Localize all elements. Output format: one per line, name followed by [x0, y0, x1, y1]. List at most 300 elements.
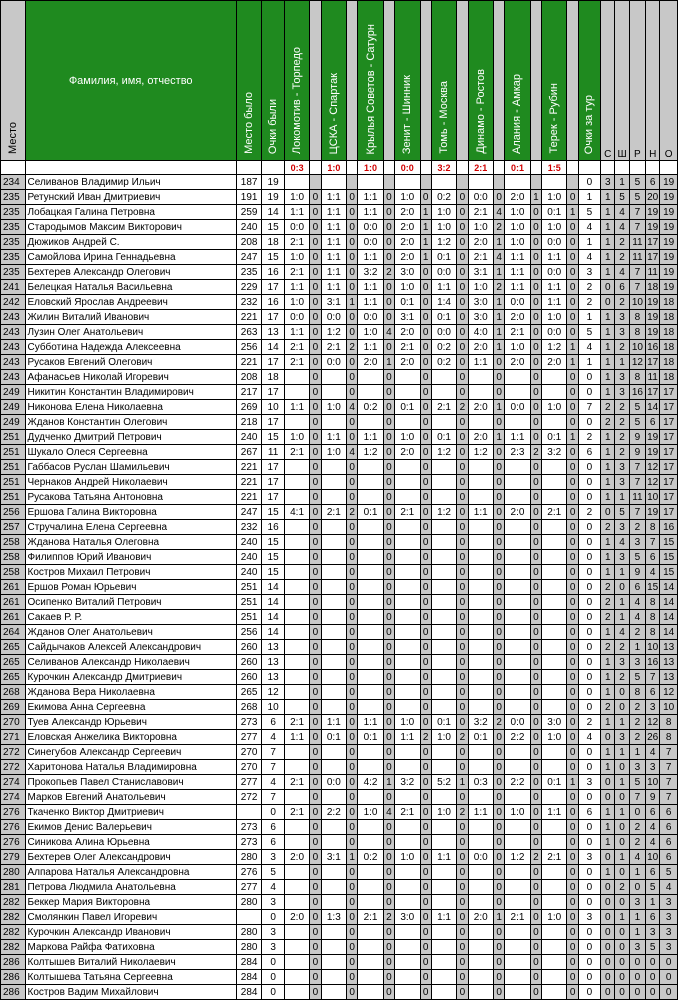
place-cell: 251 [1, 490, 26, 505]
prediction-cell: 1:1 [358, 715, 384, 730]
prediction-points-cell: 0 [383, 445, 394, 460]
prediction-cell [505, 790, 531, 805]
prediction-points-cell: 4 [347, 400, 358, 415]
prediction-cell: 1:1 [358, 205, 384, 220]
place-cell: 234 [1, 175, 26, 190]
name-cell: Белецкая Наталья Васильевна [25, 280, 236, 295]
stat-cell: 1 [601, 205, 615, 220]
stat-cell: 7 [629, 790, 645, 805]
table-row [1, 595, 678, 610]
prediction-points-cell: 0 [420, 595, 431, 610]
prev-points-cell: 0 [262, 910, 284, 925]
prev-place-cell: 247 [236, 250, 262, 265]
prediction-points-cell: 1 [494, 910, 505, 925]
place-cell: 258 [1, 565, 26, 580]
tour-points-cell: 0 [578, 940, 600, 955]
table-row [1, 865, 678, 880]
stat-cell: 8 [660, 730, 678, 745]
prediction-cell [468, 475, 494, 490]
prediction-points-cell: 0 [420, 700, 431, 715]
name-cell: Жданова Вера Николаевна [25, 685, 236, 700]
name-cell: Маркова Райфа Фатиховна [25, 940, 236, 955]
name-cell: Сакаев Р. Р. [25, 610, 236, 625]
prediction-cell [468, 385, 494, 400]
prediction-cell [431, 835, 457, 850]
prediction-cell [505, 865, 531, 880]
prediction-cell [358, 640, 384, 655]
prediction-points-cell: 0 [457, 505, 468, 520]
prediction-points-cell: 0 [567, 715, 578, 730]
stat-cell: 1 [601, 550, 615, 565]
stat-cell: 2 [615, 670, 629, 685]
stat-cell: 4 [615, 205, 629, 220]
tour-points-cell: 3 [578, 265, 600, 280]
prediction-points-cell: 0 [310, 595, 321, 610]
stat-cell: 2 [601, 640, 615, 655]
participant-rows [1, 175, 678, 1000]
prediction-points-cell: 0 [530, 595, 541, 610]
prev-points-cell: 5 [262, 865, 284, 880]
prediction-points-cell: 0 [530, 880, 541, 895]
prediction-points-cell: 0 [530, 640, 541, 655]
results-flag-5 [457, 161, 468, 175]
prediction-points-cell: 0 [457, 985, 468, 1000]
stat-cell: 12 [647, 461, 659, 473]
place-cell: 270 [1, 715, 26, 730]
header-stat-sh: Ш [615, 1, 629, 161]
prediction-cell: 2:1 [284, 445, 310, 460]
prediction-points-cell: 0 [457, 865, 468, 880]
stat-cell: 2 [615, 235, 629, 250]
prediction-cell [431, 565, 457, 580]
prediction-cell [541, 940, 567, 955]
prediction-cell: 2:0 [395, 355, 421, 370]
prev-place-cell: 251 [236, 595, 262, 610]
prev-points-cell: 14 [262, 625, 284, 640]
prediction-points-cell: 0 [310, 895, 321, 910]
prediction-points-cell: 0 [530, 400, 541, 415]
prev-points-cell: 0 [262, 970, 284, 985]
prediction-cell [541, 490, 567, 505]
prev-points-cell: 14 [262, 580, 284, 595]
prediction-points-cell: 1 [420, 220, 431, 235]
prediction-points-cell: 0 [383, 865, 394, 880]
name-cell: Никонова Елена Николаевна [25, 400, 236, 415]
prediction-points-cell: 1 [457, 775, 468, 790]
prediction-cell [505, 880, 531, 895]
stat-cell: 2 [629, 820, 645, 835]
stat-cell: 1 [601, 760, 615, 775]
prediction-points-cell: 0 [383, 400, 394, 415]
prediction-cell [284, 955, 310, 970]
prediction-cell: 0:0 [321, 310, 347, 325]
prediction-cell [431, 595, 457, 610]
prediction-cell [505, 670, 531, 685]
prediction-points-cell: 0 [494, 895, 505, 910]
match-result-4: 0:0 [395, 161, 421, 175]
prediction-cell [505, 580, 531, 595]
prediction-points-cell: 0 [420, 460, 431, 475]
prediction-points-cell: 4 [383, 325, 394, 340]
results-flag-4 [420, 161, 431, 175]
name-cell: Селиванов Владимир Ильич [25, 175, 236, 190]
place-cell: 281 [1, 880, 26, 895]
prediction-cell [284, 970, 310, 985]
prediction-points-cell: 0 [530, 790, 541, 805]
prev-points-cell: 17 [262, 355, 284, 370]
table-row [1, 490, 678, 505]
prev-points-cell: 11 [262, 445, 284, 460]
table-row [1, 640, 678, 655]
prev-points-cell: 0 [262, 985, 284, 1000]
prediction-points-cell: 0 [494, 685, 505, 700]
prev-points-cell: 10 [262, 400, 284, 415]
prediction-points-cell: 0 [567, 790, 578, 805]
prediction-cell [321, 700, 347, 715]
prediction-points-cell: 0 [457, 910, 468, 925]
prediction-points-cell: 0 [310, 655, 321, 670]
prediction-points-cell: 0 [347, 430, 358, 445]
prediction-points-cell: 0 [457, 670, 468, 685]
prediction-points-cell: 0 [347, 220, 358, 235]
stat-cell: 18 [647, 281, 659, 293]
prediction-points-cell: 0 [347, 370, 358, 385]
table-row [1, 895, 678, 910]
prediction-cell: 1:0 [431, 220, 457, 235]
stat-cell: 0 [615, 955, 629, 970]
stat-cell: 4 [646, 835, 660, 850]
prediction-points-cell: 0 [383, 460, 394, 475]
prev-place-cell: 208 [236, 235, 262, 250]
stat-cell: 18 [660, 325, 678, 340]
place-cell: 282 [1, 895, 26, 910]
tour-points-cell: 1 [578, 310, 600, 325]
prev-points-cell: 13 [262, 670, 284, 685]
prediction-points-cell: 1 [494, 340, 505, 355]
prediction-cell [541, 745, 567, 760]
prediction-points-cell: 0 [310, 685, 321, 700]
prediction-cell [284, 610, 310, 625]
stat-cell: 5 [615, 505, 629, 520]
prediction-cell: 0:0 [321, 775, 347, 790]
prediction-cell: 1:0 [395, 430, 421, 445]
prev-points-cell: 3 [262, 925, 284, 940]
prediction-points-cell: 0 [530, 475, 541, 490]
prediction-points-cell: 0 [310, 745, 321, 760]
prediction-cell [431, 880, 457, 895]
prediction-cell: 1:1 [358, 190, 384, 205]
prediction-cell [468, 415, 494, 430]
results-place [1, 161, 26, 175]
prev-place-cell: 269 [236, 400, 262, 415]
prediction-points-cell: 0 [494, 490, 505, 505]
prev-place-cell: 251 [236, 580, 262, 595]
prediction-points-cell: 2 [383, 910, 394, 925]
prediction-points-cell: 0 [567, 265, 578, 280]
prev-place-cell: 270 [236, 760, 262, 775]
prediction-points-cell: 0 [420, 985, 431, 1000]
stat-cell: 6 [646, 550, 660, 565]
prediction-cell [468, 535, 494, 550]
prediction-points-cell: 0 [310, 760, 321, 775]
prediction-points-cell: 0 [383, 580, 394, 595]
stat-cell: 1 [601, 490, 615, 505]
prev-points-cell: 19 [262, 175, 284, 190]
prediction-points-cell: 2 [347, 340, 358, 355]
header-stat-n: Н [646, 1, 660, 161]
match-result-3: 1:0 [358, 161, 384, 175]
prediction-cell: 2:1 [541, 850, 567, 865]
prediction-cell [395, 415, 421, 430]
prediction-cell [468, 670, 494, 685]
prediction-cell: 1:4 [431, 295, 457, 310]
prediction-cell [541, 970, 567, 985]
prediction-cell: 1:1 [541, 280, 567, 295]
prediction-points-cell: 0 [347, 970, 358, 985]
stat-cell: 7 [629, 220, 645, 235]
name-cell: Прокопьев Павел Станиславович [25, 775, 236, 790]
prev-place-cell: 260 [236, 670, 262, 685]
name-cell: Харитонова Наталья Владимировна [25, 760, 236, 775]
prev-place-cell: 240 [236, 550, 262, 565]
place-cell: 276 [1, 805, 26, 820]
table-row [1, 430, 678, 445]
prediction-cell [321, 370, 347, 385]
stat-cell: 3 [629, 895, 645, 910]
table-row [1, 370, 678, 385]
name-cell: Жилин Виталий Иванович [25, 310, 236, 325]
prediction-points-cell: 0 [494, 550, 505, 565]
prediction-points-cell: 0 [567, 955, 578, 970]
prediction-points-cell: 0 [347, 685, 358, 700]
prediction-points-cell: 0 [347, 715, 358, 730]
stat-cell: 19 [647, 296, 659, 308]
prev-points-cell: 17 [262, 385, 284, 400]
prediction-cell [284, 385, 310, 400]
prediction-cell [284, 670, 310, 685]
prediction-points-cell: 1 [420, 205, 431, 220]
prev-place-cell [236, 805, 262, 820]
stat-cell: 17 [647, 356, 659, 368]
name-cell: Синикова Алина Юрьевна [25, 835, 236, 850]
prediction-points-cell: 0 [383, 760, 394, 775]
tour-points-cell: 4 [578, 340, 600, 355]
prediction-cell: 1:1 [431, 850, 457, 865]
tour-points-cell: 0 [578, 985, 600, 1000]
prediction-points-cell: 0 [530, 250, 541, 265]
prediction-points-cell: 0 [494, 940, 505, 955]
prediction-cell: 1:1 [358, 430, 384, 445]
prediction-cell [541, 520, 567, 535]
prev-points-cell: 6 [262, 820, 284, 835]
prediction-points-cell: 0 [457, 430, 468, 445]
name-cell: Костров Михаил Петрович [25, 565, 236, 580]
stat-cell: 4 [615, 265, 629, 280]
prev-points-cell: 4 [262, 730, 284, 745]
stat-cell: 0 [601, 505, 615, 520]
stat-cell: 2 [601, 700, 615, 715]
prediction-cell [505, 700, 531, 715]
place-cell: 251 [1, 430, 26, 445]
prediction-points-cell: 0 [347, 520, 358, 535]
stat-cell: 7 [629, 505, 645, 520]
stat-cell: 1 [615, 610, 629, 625]
stat-cell: 7 [660, 775, 678, 790]
table-row [1, 550, 678, 565]
prediction-cell [431, 370, 457, 385]
prediction-cell [541, 895, 567, 910]
prediction-cell: 0:1 [468, 730, 494, 745]
prediction-points-cell: 0 [347, 865, 358, 880]
prediction-points-cell: 0 [420, 415, 431, 430]
stat-cell: 0 [615, 865, 629, 880]
place-cell: 251 [1, 445, 26, 460]
name-cell: Дудченко Дмитрий Петрович [25, 430, 236, 445]
prediction-cell [321, 835, 347, 850]
prediction-points-cell: 0 [383, 790, 394, 805]
place-cell: 274 [1, 775, 26, 790]
prediction-cell [395, 820, 421, 835]
prev-points-cell: 7 [262, 745, 284, 760]
stat-cell: 8 [629, 370, 645, 385]
stat-cell: 1 [601, 220, 615, 235]
place-cell: 235 [1, 190, 26, 205]
stat-cell: 0 [601, 895, 615, 910]
stat-cell: 18 [660, 355, 678, 370]
prediction-cell: 0:1 [358, 730, 384, 745]
prediction-points-cell: 2 [457, 400, 468, 415]
prediction-cell [468, 610, 494, 625]
prediction-points-cell: 0 [310, 730, 321, 745]
prediction-points-cell: 0 [530, 310, 541, 325]
prediction-cell [321, 895, 347, 910]
prediction-points-cell: 0 [457, 970, 468, 985]
prediction-cell [358, 490, 384, 505]
prediction-points-cell: 0 [383, 970, 394, 985]
prediction-cell [468, 595, 494, 610]
match-result-7: 0:1 [505, 161, 531, 175]
prediction-points-cell: 0 [347, 235, 358, 250]
table-row [1, 940, 678, 955]
prediction-cell [321, 880, 347, 895]
prediction-points-cell: 1 [494, 235, 505, 250]
prediction-points-cell: 0 [420, 880, 431, 895]
stat-cell: 4 [660, 880, 678, 895]
tour-points-cell: 0 [578, 655, 600, 670]
prediction-cell [321, 955, 347, 970]
header-match-4: Зенит - Шинник [395, 1, 421, 161]
prediction-points-cell: 0 [420, 550, 431, 565]
prediction-cell [358, 655, 384, 670]
tour-points-cell: 0 [578, 970, 600, 985]
table-row [1, 625, 678, 640]
prediction-cell: 1:0 [431, 730, 457, 745]
prediction-cell [541, 595, 567, 610]
prediction-cell [321, 745, 347, 760]
prev-points-cell: 13 [262, 640, 284, 655]
prediction-cell: 0:1 [395, 400, 421, 415]
prediction-points-cell: 1 [383, 355, 394, 370]
stat-cell: 0 [601, 280, 615, 295]
prev-points-cell: 19 [262, 190, 284, 205]
prediction-points-cell: 0 [567, 685, 578, 700]
prediction-cell [284, 685, 310, 700]
prediction-cell: 0:0 [541, 235, 567, 250]
prediction-points-cell: 0 [457, 790, 468, 805]
table-row [1, 400, 678, 415]
prediction-points-cell: 0 [347, 580, 358, 595]
name-cell: Екимов Денис Валерьевич [25, 820, 236, 835]
prediction-cell [468, 685, 494, 700]
name-cell: Селиванов Александр Николаевич [25, 655, 236, 670]
prediction-points-cell: 0 [530, 535, 541, 550]
prediction-points-cell: 0 [310, 550, 321, 565]
prediction-cell [321, 940, 347, 955]
prediction-cell [358, 760, 384, 775]
prediction-points-cell: 0 [567, 835, 578, 850]
name-cell: Ткаченко Виктор Дмитриевич [25, 805, 236, 820]
prediction-points-cell: 0 [420, 280, 431, 295]
place-cell: 251 [1, 460, 26, 475]
prediction-points-cell: 0 [567, 385, 578, 400]
stat-cell: 3 [660, 925, 678, 940]
stat-cell: 3 [629, 940, 645, 955]
prediction-cell [321, 970, 347, 985]
prediction-points-cell: 0 [457, 415, 468, 430]
name-cell: Екимова Анна Сергеевна [25, 700, 236, 715]
prediction-cell [468, 790, 494, 805]
prediction-cell [395, 970, 421, 985]
tour-points-cell: 0 [578, 895, 600, 910]
prediction-points-cell: 0 [457, 850, 468, 865]
stat-cell: 0 [615, 985, 629, 1000]
prediction-points-cell: 0 [457, 955, 468, 970]
stat-cell: 17 [660, 400, 678, 415]
tour-points-cell: 0 [578, 685, 600, 700]
prediction-cell [395, 895, 421, 910]
prediction-points-cell: 0 [494, 820, 505, 835]
prediction-points-cell: 0 [567, 850, 578, 865]
prev-place-cell: 267 [236, 445, 262, 460]
prediction-cell [358, 955, 384, 970]
tour-points-cell: 0 [578, 790, 600, 805]
prediction-points-cell: 0 [457, 940, 468, 955]
stat-cell: 1 [615, 490, 629, 505]
prediction-cell [468, 565, 494, 580]
prediction-cell [358, 685, 384, 700]
prediction-points-cell: 0 [310, 850, 321, 865]
tour-points-cell: 0 [578, 175, 600, 190]
prediction-points-cell: 0 [310, 265, 321, 280]
prediction-cell: 1:1 [358, 340, 384, 355]
tour-points-cell: 2 [578, 280, 600, 295]
prediction-cell [358, 610, 384, 625]
place-cell: 286 [1, 970, 26, 985]
prediction-points-cell: 4 [494, 205, 505, 220]
prediction-points-cell: 0 [567, 475, 578, 490]
table-row [1, 205, 678, 220]
match-result-6: 2:1 [468, 161, 494, 175]
prediction-cell: 1:1 [321, 430, 347, 445]
prev-place-cell: 260 [236, 640, 262, 655]
stat-cell: 3 [660, 940, 678, 955]
prediction-cell: 1:1 [468, 505, 494, 520]
prediction-points-cell: 0 [530, 910, 541, 925]
prediction-cell [468, 625, 494, 640]
stat-cell: 3 [629, 535, 645, 550]
prev-place-cell: 280 [236, 850, 262, 865]
prediction-points-cell: 1 [494, 430, 505, 445]
